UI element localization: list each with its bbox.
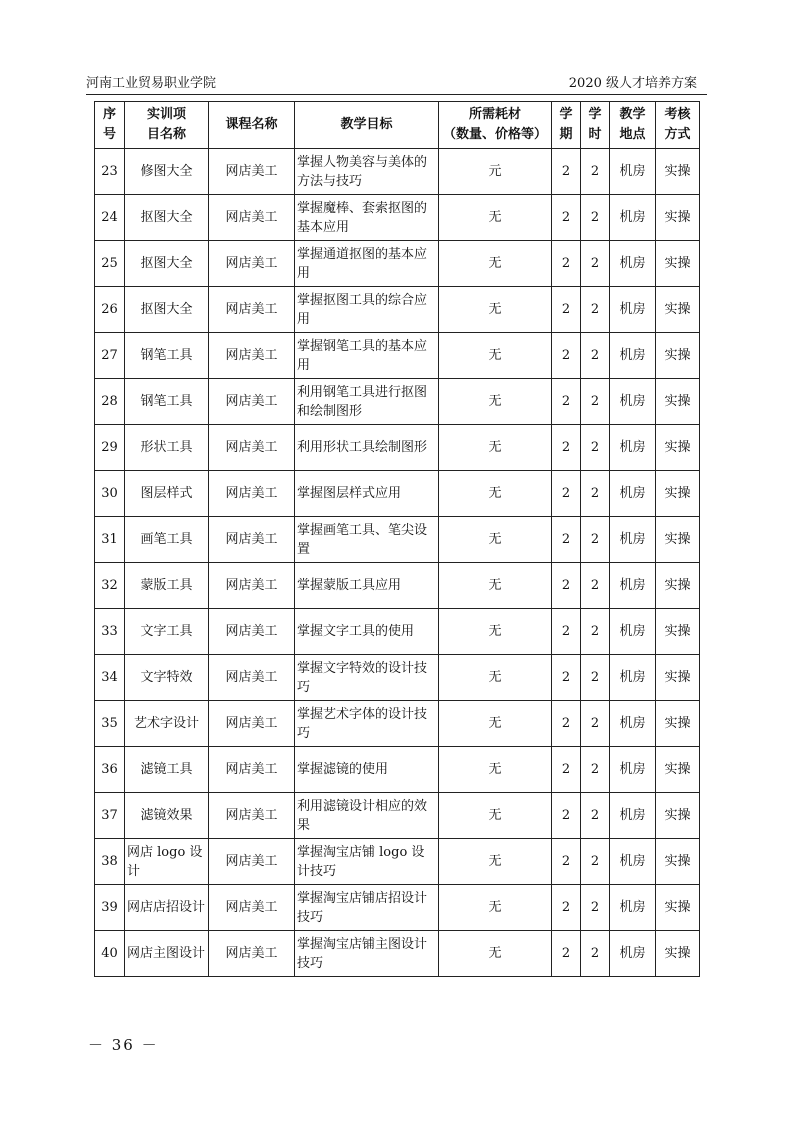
materials-cell: 无 [439,517,552,563]
location-cell: 机房 [610,839,656,885]
course-name-cell: 网店美工 [209,471,295,517]
table-row [95,517,700,563]
term-cell: 2 [552,931,581,977]
term-cell: 2 [552,655,581,701]
table-row [95,747,700,793]
col-header-number [95,102,125,149]
materials-cell: 无 [439,655,552,701]
assessment-cell: 实操 [656,885,700,931]
location-cell: 机房 [610,195,656,241]
term-cell: 2 [552,287,581,333]
table-row [95,379,700,425]
assessment-cell: 实操 [656,931,700,977]
materials-cell: 无 [439,609,552,655]
table-row [95,425,700,471]
location-cell: 机房 [610,471,656,517]
assessment-cell: 实操 [656,609,700,655]
location-cell: 机房 [610,149,656,195]
table-row [95,839,700,885]
assessment-cell: 实操 [656,471,700,517]
table-row [95,885,700,931]
course-name-cell: 网店美工 [209,655,295,701]
table-row [95,333,700,379]
location-cell: 机房 [610,563,656,609]
page-number: － 36 － [88,1036,159,1054]
project-name-cell: 文字特效 [125,655,209,701]
teaching-goal-cell: 掌握文字特效的设计技巧 [295,655,439,701]
assessment-cell: 实操 [656,793,700,839]
materials-cell: 元 [439,149,552,195]
hours-cell: 2 [581,241,610,287]
course-name-cell: 网店美工 [209,379,295,425]
project-name-cell: 修图大全 [125,149,209,195]
assessment-cell: 实操 [656,379,700,425]
hours-cell: 2 [581,379,610,425]
teaching-goal-cell: 掌握艺术字体的设计技巧 [295,701,439,747]
col-header-hours [581,102,610,149]
table-body [95,149,700,977]
course-name-cell: 网店美工 [209,563,295,609]
course-name-cell: 网店美工 [209,517,295,563]
hours-cell: 2 [581,609,610,655]
table-row [95,793,700,839]
teaching-goal-cell: 掌握魔棒、套索抠图的基本应用 [295,195,439,241]
course-name-cell: 网店美工 [209,287,295,333]
assessment-cell: 实操 [656,241,700,287]
table-row [95,287,700,333]
col-header-teaching-goal-line: 教学目标 [340,117,393,132]
assessment-cell: 实操 [656,839,700,885]
row-number-cell: 37 [95,793,125,839]
location-cell: 机房 [610,747,656,793]
materials-cell: 无 [439,333,552,379]
hours-cell: 2 [581,333,610,379]
materials-cell: 无 [439,701,552,747]
project-name-cell: 钢笔工具 [125,379,209,425]
header-document-title: 2020 级人才培养方案 [568,76,697,91]
row-number-cell: 24 [95,195,125,241]
table-row [95,241,700,287]
materials-cell: 无 [439,563,552,609]
teaching-goal-cell: 掌握钢笔工具的基本应用 [295,333,439,379]
materials-cell: 无 [439,885,552,931]
col-header-materials-line: 所需耗材 [468,107,521,122]
course-name-cell: 网店美工 [209,609,295,655]
assessment-cell: 实操 [656,195,700,241]
col-header-term-line: 学 [559,107,573,122]
row-number-cell: 31 [95,517,125,563]
hours-cell: 2 [581,931,610,977]
teaching-goal-cell: 利用形状工具绘制图形 [295,425,439,471]
table-header-row [95,102,700,149]
col-header-project-name-line: 实训项 [146,107,186,122]
row-number-cell: 35 [95,701,125,747]
hours-cell: 2 [581,195,610,241]
term-cell: 2 [552,195,581,241]
term-cell: 2 [552,609,581,655]
location-cell: 机房 [610,931,656,977]
materials-cell: 无 [439,793,552,839]
col-header-project-name [125,102,209,149]
col-header-location-line: 地点 [619,127,646,142]
col-header-hours-line: 时 [588,127,602,142]
assessment-cell: 实操 [656,149,700,195]
location-cell: 机房 [610,287,656,333]
assessment-cell: 实操 [656,287,700,333]
teaching-goal-cell: 掌握滤镜的使用 [295,747,439,793]
col-header-materials [439,102,552,149]
course-name-cell: 网店美工 [209,425,295,471]
project-name-cell: 艺术字设计 [125,701,209,747]
col-header-assessment-line: 考核 [664,107,691,122]
materials-cell: 无 [439,931,552,977]
term-cell: 2 [552,885,581,931]
teaching-goal-cell: 掌握淘宝店铺主图设计技巧 [295,931,439,977]
location-cell: 机房 [610,885,656,931]
project-name-cell: 滤镜工具 [125,747,209,793]
assessment-cell: 实操 [656,655,700,701]
row-number-cell: 26 [95,287,125,333]
location-cell: 机房 [610,609,656,655]
term-cell: 2 [552,425,581,471]
hours-cell: 2 [581,471,610,517]
teaching-goal-cell: 利用滤镜设计相应的效果 [295,793,439,839]
hours-cell: 2 [581,655,610,701]
col-header-course-name-line: 课程名称 [225,117,278,132]
table-row [95,195,700,241]
col-header-number-line: 号 [102,127,116,142]
course-name-cell: 网店美工 [209,839,295,885]
table-row [95,701,700,747]
project-name-cell: 网店主图设计 [125,931,209,977]
term-cell: 2 [552,471,581,517]
col-header-hours-line: 学 [588,107,602,122]
row-number-cell: 38 [95,839,125,885]
project-name-cell: 滤镜效果 [125,793,209,839]
hours-cell: 2 [581,517,610,563]
col-header-term-line: 期 [559,127,573,142]
term-cell: 2 [552,149,581,195]
term-cell: 2 [552,701,581,747]
materials-cell: 无 [439,471,552,517]
project-name-cell: 钢笔工具 [125,333,209,379]
course-name-cell: 网店美工 [209,149,295,195]
row-number-cell: 29 [95,425,125,471]
col-header-assessment [656,102,700,149]
materials-cell: 无 [439,195,552,241]
assessment-cell: 实操 [656,563,700,609]
project-name-cell: 图层样式 [125,471,209,517]
term-cell: 2 [552,333,581,379]
row-number-cell: 36 [95,747,125,793]
hours-cell: 2 [581,793,610,839]
location-cell: 机房 [610,517,656,563]
project-name-cell: 抠图大全 [125,195,209,241]
term-cell: 2 [552,517,581,563]
col-header-materials-line: （数量、价格等） [442,127,547,142]
table-row [95,655,700,701]
header-rule [86,94,707,95]
col-header-term [552,102,581,149]
location-cell: 机房 [610,241,656,287]
assessment-cell: 实操 [656,333,700,379]
project-name-cell: 抠图大全 [125,287,209,333]
term-cell: 2 [552,793,581,839]
teaching-goal-cell: 掌握画笔工具、笔尖设置 [295,517,439,563]
row-number-cell: 28 [95,379,125,425]
col-header-number-line: 序 [102,107,116,122]
teaching-goal-cell: 掌握蒙版工具应用 [295,563,439,609]
term-cell: 2 [552,747,581,793]
hours-cell: 2 [581,747,610,793]
hours-cell: 2 [581,287,610,333]
hours-cell: 2 [581,701,610,747]
teaching-goal-cell: 利用钢笔工具进行抠图和绘制图形 [295,379,439,425]
row-number-cell: 23 [95,149,125,195]
hours-cell: 2 [581,149,610,195]
location-cell: 机房 [610,333,656,379]
project-name-cell: 蒙版工具 [125,563,209,609]
row-number-cell: 25 [95,241,125,287]
table-row [95,471,700,517]
hours-cell: 2 [581,425,610,471]
course-name-cell: 网店美工 [209,931,295,977]
project-name-cell: 画笔工具 [125,517,209,563]
hours-cell: 2 [581,563,610,609]
training-projects-table [94,101,700,977]
hours-cell: 2 [581,885,610,931]
assessment-cell: 实操 [656,425,700,471]
table-row [95,563,700,609]
location-cell: 机房 [610,655,656,701]
location-cell: 机房 [610,793,656,839]
term-cell: 2 [552,241,581,287]
course-name-cell: 网店美工 [209,333,295,379]
term-cell: 2 [552,563,581,609]
col-header-teaching-goal [295,102,439,149]
row-number-cell: 27 [95,333,125,379]
assessment-cell: 实操 [656,747,700,793]
teaching-goal-cell: 掌握图层样式应用 [295,471,439,517]
teaching-goal-cell: 掌握通道抠图的基本应用 [295,241,439,287]
project-name-cell: 抠图大全 [125,241,209,287]
project-name-cell: 形状工具 [125,425,209,471]
row-number-cell: 30 [95,471,125,517]
assessment-cell: 实操 [656,517,700,563]
project-name-cell: 文字工具 [125,609,209,655]
teaching-goal-cell: 掌握抠图工具的综合应用 [295,287,439,333]
col-header-assessment-line: 方式 [664,127,691,142]
materials-cell: 无 [439,747,552,793]
assessment-cell: 实操 [656,701,700,747]
term-cell: 2 [552,839,581,885]
table-row [95,609,700,655]
row-number-cell: 39 [95,885,125,931]
project-name-cell: 网店店招设计 [125,885,209,931]
col-header-location [610,102,656,149]
row-number-cell: 34 [95,655,125,701]
col-header-project-name-line: 目名称 [146,127,186,142]
header-institution: 河南工业贸易职业学院 [86,76,217,91]
teaching-goal-cell: 掌握淘宝店铺店招设计技巧 [295,885,439,931]
teaching-goal-cell: 掌握淘宝店铺 logo 设计技巧 [295,839,439,885]
teaching-goal-cell: 掌握文字工具的使用 [295,609,439,655]
table-row [95,931,700,977]
hours-cell: 2 [581,839,610,885]
teaching-goal-cell: 掌握人物美容与美体的方法与技巧 [295,149,439,195]
materials-cell: 无 [439,241,552,287]
course-name-cell: 网店美工 [209,885,295,931]
materials-cell: 无 [439,287,552,333]
location-cell: 机房 [610,701,656,747]
col-header-location-line: 教学 [619,107,646,122]
materials-cell: 无 [439,379,552,425]
course-name-cell: 网店美工 [209,793,295,839]
term-cell: 2 [552,379,581,425]
materials-cell: 无 [439,839,552,885]
course-name-cell: 网店美工 [209,747,295,793]
project-name-cell: 网店 logo 设计 [125,839,209,885]
course-name-cell: 网店美工 [209,701,295,747]
row-number-cell: 32 [95,563,125,609]
col-header-course-name [209,102,295,149]
table-row [95,149,700,195]
location-cell: 机房 [610,425,656,471]
materials-cell: 无 [439,425,552,471]
row-number-cell: 33 [95,609,125,655]
course-name-cell: 网店美工 [209,241,295,287]
row-number-cell: 40 [95,931,125,977]
location-cell: 机房 [610,379,656,425]
course-name-cell: 网店美工 [209,195,295,241]
